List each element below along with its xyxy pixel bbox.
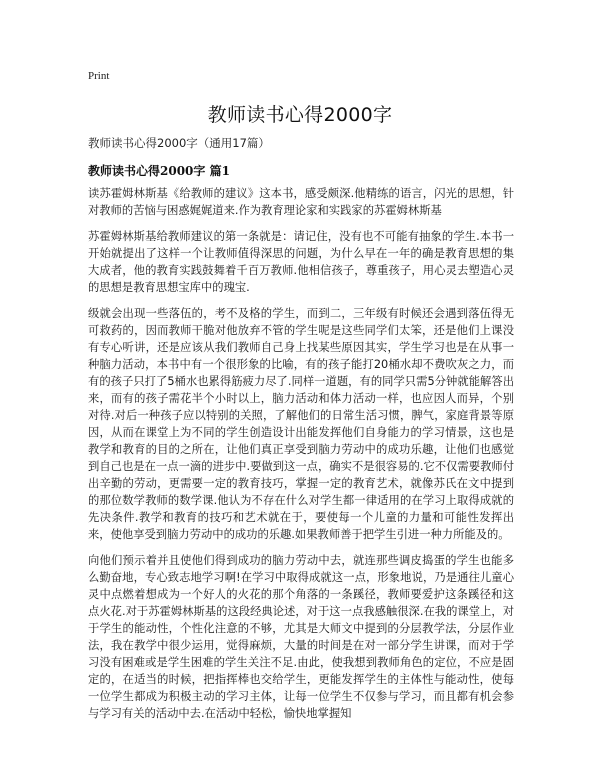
section-heading: 教师读书心得2000字 篇1 xyxy=(88,164,230,178)
paragraph: 苏霍姆林斯基给教师建议的第一条就是：请记住，没有也不可能有抽象的学生.本书一开始就提出了这样一个让教师值得深思的问题，为什么早在一年的确是教育思想的集大成者，他的教育实践鼓舞着千百万教师.他相信孩子，尊重孩子，用心灵去塑造心灵的思想是教育思想宝库中的瑰宝. xyxy=(88,230,514,294)
document-title: 教师读书心得2000字 xyxy=(207,104,393,126)
document-body xyxy=(88,185,514,731)
paragraph: 读苏霍姆林斯基《给教师的建议》这本书，感受颇深.他精练的语言，闪光的思想，针对教师的苦恼与困惑娓娓道来.作为教育理论家和实践家的苏霍姆林斯基 xyxy=(88,187,514,217)
paragraph: 级就会出现一些落伍的，考不及格的学生，而到二，三年级有时候还会遇到落伍得无可救药的，因而教师干脆对他放弃不管的学生呢是这些同学们太笨，还是他们上课没有专心听讲，还是应该从我们教师自己身上找某些原因其实，学生学习也是在从事一种脑力活动，本书中有一个很形象的比喻，有的孩子能打20桶水却不费吹灰之力，而有的孩子只打了5桶水也累得筋疲力尽了.同样一道题，有的同学只需5分钟就能解答出来，而有的孩子需花半个小时以上，脑力活动和体力活动一样，也应因人而异，个别对待.对后一种孩子应以特别的关照，了解他们的日常生活习惯，脾气，家庭背景等原因，从而在课堂上为不同的学生创造设计出能发挥他们自身能力的学习情景，这也是教学和教育的目的之所在，让他们真正享受到脑力劳动中的成功乐趣，让他们也感觉到自己也是在一点一滴的进步中.要做到这一点，确实不是很容易的.它不仅需要教师付出辛勤的劳动，更需要一定的教育技巧，掌握一定的教育艺术，就像苏氏在文中提到的那位数学教师的数学课.他认为不存在什么对学生都一律适用的在学习上取得成就的先决条件.教学和教育的技巧和艺术就在于，要使每一个儿童的力量和可能性发挥出来，使他享受到脑力劳动中的成功的乐趣.如果教师善于把学生引进一种力所能及的。 xyxy=(88,307,514,541)
paragraph: 向他们预示着并且使他们得到成功的脑力劳动中去，就连那些调皮捣蛋的学生也能多么勤奋地，专心致志地学习啊!在学习中取得成就这一点，形象地说，乃是通往儿童心灵中点燃着想成为一个好人的火花的那个角落的一条蹊径，教师要爱护这条蹊径和这点火花.对于苏霍姆林斯基的这段经典论述，对于这一点我感触很深.在我的课堂上，对于学生的能动性，个性化注意的不够，尤其是大师文中提到的分层教学法，分层作业法，我在教学中很少运用，觉得麻烦，大量的时间是在对一部分学生讲课，而对于学习没有困难或是学生困难的学生关注不足.由此，使我想到教师角色的定位，不应是固定的，在适当的时候，把指挥棒也交给学生，更能发挥学生的主体性与能动性，使每一位学生都成为积极主动的学习主体，让每一位学生不仅参与学习，而且都有机会参与学习有关的活动中去.在活动中轻松，愉快地掌握知 xyxy=(88,554,514,720)
print-label: Print xyxy=(88,70,110,82)
document-subtitle: 教师读书心得2000字（通用17篇） xyxy=(88,136,270,150)
